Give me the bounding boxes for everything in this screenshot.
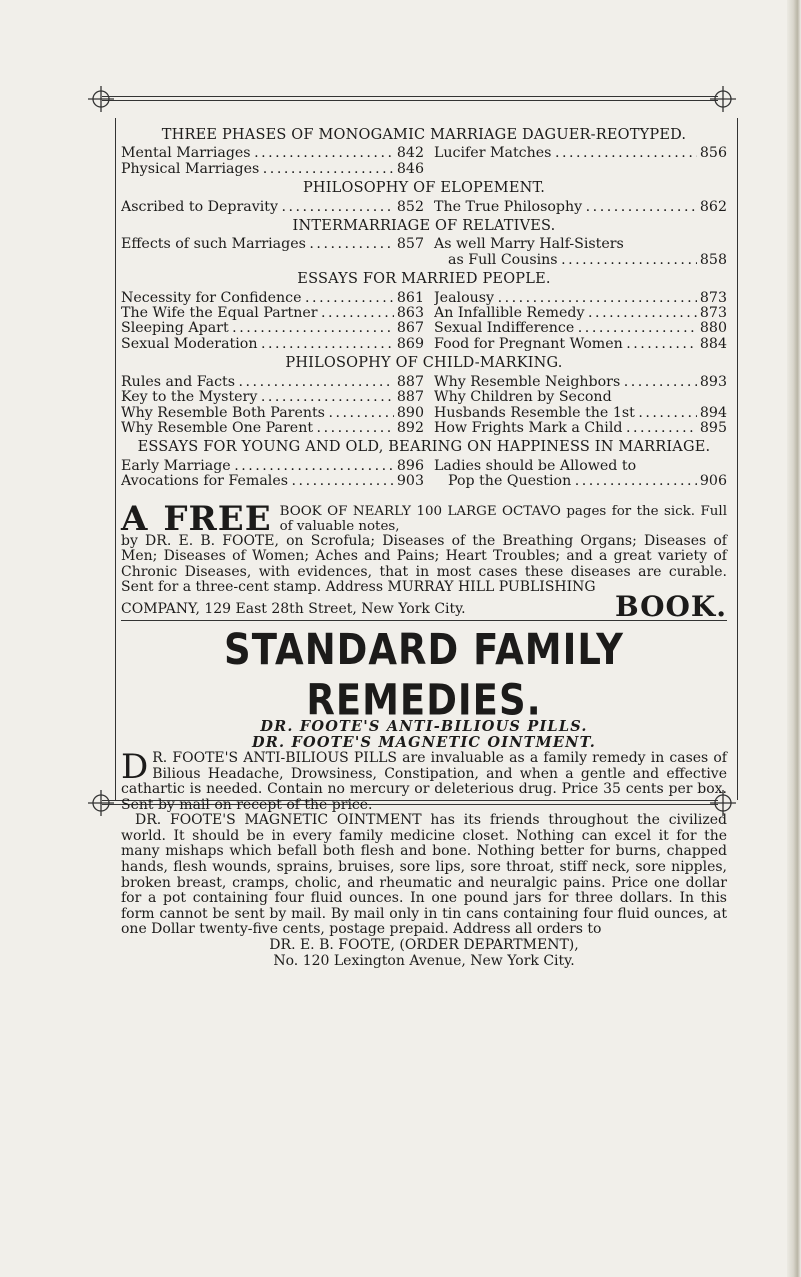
free-ad-book-word: BOOK. (614, 589, 727, 623)
toc-row (121, 291, 727, 306)
toc-row (121, 146, 727, 161)
page-content (121, 128, 727, 969)
toc-entry-page: 863 (396, 305, 424, 322)
toc-entry-page: 857 (396, 236, 424, 253)
section-heading: THREE PHASES OF MONOGAMIC MARRIAGE DAGUER-REOTYPED. (161, 127, 687, 143)
toc-entry-page: 852 (396, 198, 424, 215)
drop-cap: D (121, 746, 149, 787)
toc-entry-page: 906 (699, 473, 727, 490)
address-line-1: DR. E. B. FOOTE, (ORDER DEPARTMENT), (269, 937, 579, 954)
toc-row (121, 421, 727, 436)
toc-entry-title: Why Resemble Both Parents . . . (121, 406, 394, 421)
section-heading: INTERMARRIAGE OF RELATIVES. (292, 218, 556, 235)
toc-entry-page: 856 (699, 145, 727, 162)
toc-row (121, 306, 727, 321)
section-heading: PHILOSOPHY OF CHILD-MARKING. (285, 355, 563, 372)
toc-entry-page: 873 (699, 305, 727, 322)
ornament-bottom-left-icon (88, 790, 114, 816)
toc-entry-title: An Infallible Remedy . . . (434, 306, 697, 321)
toc-entry-title: Lucifer Matches . . . (434, 146, 697, 161)
free-ad-letter-a: A (121, 498, 150, 539)
toc-entry-title: Ascribed to Depravity . . . (121, 200, 394, 215)
toc-entry-page: 896 (396, 457, 424, 474)
toc-entry-title: How Frights Mark a Child . . . (434, 421, 697, 436)
toc-entry-page: 887 (396, 373, 424, 390)
toc-row (121, 406, 727, 421)
free-ad-intro: BOOK OF NEARLY 100 LARGE OCTAVO pages for the sick. Full of valuable notes, (279, 503, 727, 534)
toc-entry-page: 858 (699, 251, 727, 268)
toc-entry-page: 846 (396, 160, 424, 177)
toc-entry-page: 880 (699, 320, 727, 337)
table-of-contents (121, 128, 727, 490)
toc-row (121, 253, 727, 268)
toc-entry-title: Husbands Resemble the 1st . . . (434, 406, 697, 421)
toc-entry-title: Jealousy . . . (434, 291, 697, 306)
toc-entry-title: Necessity for Confidence . . . (121, 291, 394, 306)
pills-title: DR. FOOTE'S ANTI-BILIOUS PILLS. (260, 717, 588, 735)
toc-entry-title: The True Philosophy . . . (434, 200, 697, 215)
free-ad-body: by DR. E. B. FOOTE, on Scrofula; Diseases of the Breathing Organs; Diseases of Men; Diseases of Women; Aches and Pains; Heart Troubles; and a great variety of Chronic Diseases, with evidences, that in most cases these diseases are curable. Sent for a three-cent stamp. Address MURRAY HILL PUBLISHING (121, 532, 727, 596)
toc-entry-title: Why Resemble Neighbors . . . (434, 375, 697, 390)
toc-row (121, 162, 727, 177)
section-heading: ESSAYS FOR YOUNG AND OLD, BEARING ON HAPPINESS IN MARRIAGE. (137, 439, 711, 456)
section-heading: ESSAYS FOR MARRIED PEOPLE. (297, 271, 551, 288)
toc-entry-title: Rules and Facts . . . (121, 375, 394, 390)
toc-entry-title: Why Resemble One Parent . . . (121, 421, 394, 436)
toc-entry-page: 895 (699, 419, 727, 436)
section-heading: PHILOSOPHY OF ELOPEMENT. (302, 180, 546, 197)
remedies-body (121, 746, 727, 938)
toc-entry-title: Why Children by Second (434, 389, 612, 406)
toc-entry-title: Sexual Moderation . . . (121, 337, 394, 352)
toc-entry-page: 892 (396, 419, 424, 436)
toc-entry-title: Sleeping Apart . . . (121, 321, 394, 336)
toc-entry-page: 869 (396, 335, 424, 352)
free-book-ad (121, 498, 727, 623)
toc-entry-title: Mental Marriages . . . (121, 146, 394, 161)
toc-entry-title: Ladies should be Allowed to (434, 457, 637, 474)
toc-row (121, 375, 727, 390)
free-ad-free-word: FREE (163, 498, 272, 539)
ornament-top-left-icon (88, 86, 114, 112)
toc-entry-page: 873 (699, 289, 727, 306)
pills-paragraph: R. FOOTE'S ANTI-BILIOUS PILLS are invaluable as a family remedy in cases of Bilious Headache, Drowsiness, Constipation, and when a gentle and effective cathartic is needed. Contain no mercury or deleterious drug. Price 35 cents per box. Sent by mail on recept of the price. (121, 749, 727, 813)
ornament-top-right-icon (710, 86, 736, 112)
toc-entry-page: 893 (699, 373, 727, 390)
toc-entry-title: Sexual Indifference . . . (434, 321, 697, 336)
toc-entry-page: 861 (396, 289, 424, 306)
toc-entry-title: Early Marriage . . . (121, 459, 394, 474)
toc-row (121, 337, 727, 352)
toc-entry-page: 867 (396, 320, 424, 337)
toc-entry-title: Pop the Question . . . (434, 474, 697, 489)
ointment-title: DR. FOOTE'S MAGNETIC OINTMENT. (251, 733, 596, 751)
toc-entry-page: 884 (699, 335, 727, 352)
toc-entry-page: 862 (699, 198, 727, 215)
standard-remedies-heading: STANDARD FAMILY REMEDIES. (224, 624, 624, 725)
toc-entry-page: 894 (699, 404, 727, 421)
page-edge (787, 0, 801, 1277)
toc-row (121, 200, 727, 215)
toc-entry-title: as Full Cousins . . . (434, 253, 697, 268)
toc-row (121, 459, 727, 474)
toc-entry-title: Key to the Mystery . . . (121, 390, 394, 405)
toc-row (121, 474, 727, 489)
address-line-2: No. 120 Lexington Avenue, New York City. (273, 952, 575, 969)
toc-entry-title: Physical Marriages . . . (121, 162, 394, 177)
toc-entry-title: Avocations for Females . . . (121, 474, 394, 489)
toc-entry-page: 890 (396, 404, 424, 421)
toc-entry-title: As well Marry Half-Sisters (434, 236, 624, 253)
toc-entry-page: 887 (396, 389, 424, 406)
toc-entry-title: Effects of such Marriages . . . (121, 237, 394, 252)
toc-row (121, 390, 727, 405)
free-ad-company: COMPANY, 129 East 28th Street, New York City. (121, 601, 466, 618)
toc-entry-page: 903 (396, 473, 424, 490)
toc-entry-title: Food for Pregnant Women . . . (434, 337, 697, 352)
ointment-paragraph: DR. FOOTE'S MAGNETIC OINTMENT has its friends throughout the civilized world. It should be in every family medicine closet. Nothing can excel it for the many mishaps which befall both flesh and bone. Nothing better for burns, chapped hands, flesh wounds, sprains, bruises, sore lips, sore throat, stiff neck, sore nipples, broken breast, cramps, cholic, and rheumatic and neuralgic pains. Price one dollar for a pot containing four fluid ounces. In one pound jars for three dollars. In this form cannot be sent by mail. By mail only in tin cans containing four fluid ounces, at one Dollar twenty-five cents, postage prepaid. Address all orders to (121, 812, 727, 938)
toc-row (121, 237, 727, 252)
toc-entry-page: 842 (396, 145, 424, 162)
toc-entry-title: The Wife the Equal Partner . . . (121, 306, 394, 321)
toc-row (121, 321, 727, 336)
